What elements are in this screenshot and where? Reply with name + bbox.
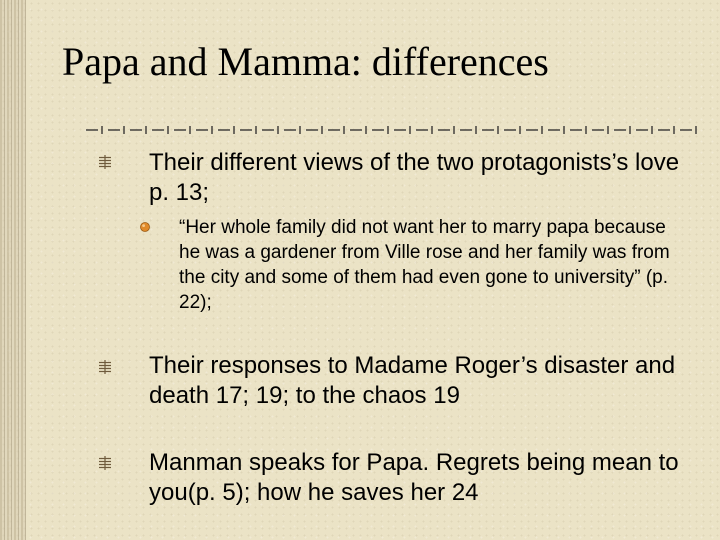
bullet-item-1: Their different views of the two protagonists’s love p. 13; <box>149 149 680 206</box>
cross-stitch-bullet-icon <box>97 456 113 470</box>
cross-stitch-bullet-icon <box>97 155 113 169</box>
sub-bullet-item-1: “Her whole family did not want her to marry papa because he was a gardener from Ville rose and her family was from the city and some of them had even gone to university” (p. 22); <box>179 217 670 313</box>
bullet-item-2: Their responses to Madame Roger’s disaster and death 17; 19; to the chaos 19 <box>149 352 676 409</box>
slide-left-texture-border <box>0 0 26 540</box>
bullet-item-3: Manman speaks for Papa. Regrets being mean to you(p. 5); how he saves her 24 <box>149 449 679 506</box>
slide-title: Papa and Mamma: differences <box>62 39 549 84</box>
cross-stitch-bullet-icon <box>97 360 113 374</box>
dash-dot-divider <box>84 123 700 137</box>
orange-dot-icon <box>138 220 152 234</box>
